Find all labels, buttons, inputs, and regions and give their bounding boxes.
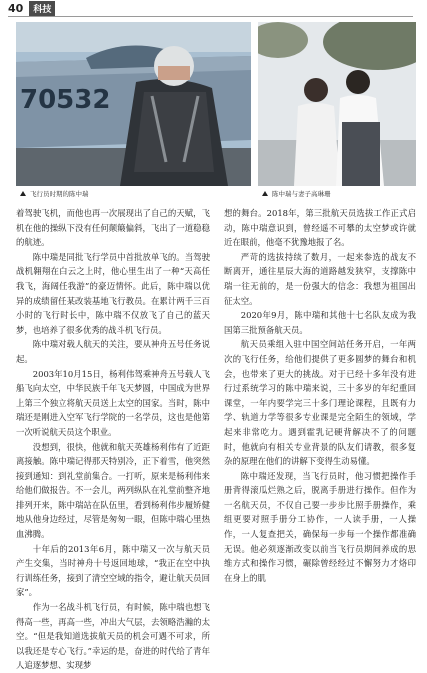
paragraph: 十年后的2013年6月，陈中瑞又一次与航天员产生交集，当时神舟十号返回地球，“我正在空中执行训练任务，接到了清空空域的指令，避让航天员回家”。 bbox=[16, 543, 210, 598]
couple-photo bbox=[258, 22, 416, 186]
paragraph: 着驾驶飞机，而他也再一次展现出了自己的天赋，飞机在他的操纵下没有任何颠簸偏斜，飞出了一道稳稳的航迹。 bbox=[16, 208, 210, 248]
pilot-photo-illustration bbox=[16, 22, 251, 186]
left-caption-text: 飞行员时期的陈中瑞 bbox=[30, 190, 89, 198]
article-column-right bbox=[224, 206, 416, 585]
right-caption-text: 陈中瑞与妻子高琳珊 bbox=[272, 190, 331, 198]
paragraph: 2003年10月15日，杨利伟驾乘神舟五号载人飞船飞向太空，中华民族千年飞天梦圆，中国成为世界上第三个独立将航天员送上太空的国家。当时，陈中瑞还是刚进入空军飞行学院的一名学员，这也是他第一次听说航天员这个职业。 bbox=[16, 368, 210, 437]
pilot-photo bbox=[16, 22, 251, 186]
couple-photo-illustration bbox=[258, 22, 416, 186]
article-column-left bbox=[16, 206, 210, 673]
paragraph: 想的舞台。2018年，第三批航天员选拔工作正式启动，陈中瑞意识到，曾经遥不可攀的太空梦或许就近在眼前，他毫不犹豫地报了名。 bbox=[224, 208, 416, 248]
page-header bbox=[0, 0, 427, 16]
paragraph: 作为一名战斗机飞行员，有时候，陈中瑞也想飞得高一些，再高一些，冲出大气层，去领略浩瀚的太空。“但是我知道选拔航天员的机会可遇不可求，所以我还是专心飞行。”幸运的是，奋进的时代给了青年人追逐梦想、实现梦 bbox=[16, 602, 210, 671]
triangle-icon bbox=[20, 191, 26, 196]
header-rule bbox=[8, 16, 413, 17]
paragraph: 陈中瑞对载人航天的关注，要从神舟五号任务说起。 bbox=[16, 339, 210, 364]
paragraph: 陈中瑞是同批飞行学员中首批放单飞的。当驾驶战机翱翔在白云之上时，他心里生出了一种“天高任我飞，海阔任我游”的豪迈情怀。此后，陈中瑞以优异的成绩留任某改装基地飞行教员。在累计两千三百小时的飞行时长中，陈中瑞不仅放飞了自己的蓝天梦，也培养了很多优秀的战斗机飞行员。 bbox=[16, 251, 210, 335]
page-number: 40 bbox=[8, 1, 24, 15]
paragraph: 航天员乘组入驻中国空间站任务开启，一年两次的飞行任务，给他们提供了更多圆梦的舞台和机会，也带来了更大的挑战。对于已经十多年没有进行过系统学习的陈中瑞来说，三十多岁的年纪重回课堂，一年内要学完三十多门理论课程，且既有力学、轨道力学等很多专业课是完全陌生的领域，学起来非常吃力。遇到霍乳记硬背解决不了的问题时，他就向有相关专业背景的队友们请教，很多复杂的原理在他们的讲解下变得生动易懂。 bbox=[224, 339, 416, 467]
triangle-icon bbox=[262, 191, 268, 196]
right-photo-caption bbox=[262, 189, 331, 198]
paragraph: 严苛的选拔持续了数月，一起来参选的战友不断离开，通往星辰大海的道路越发狭窄，支撑陈中瑞一往无前的，是一份强大的信念：我想为祖国出征太空。 bbox=[224, 251, 416, 306]
paragraph: 2020年9月，陈中瑞和其他十七名队友成为我国第三批预备航天员。 bbox=[224, 310, 416, 335]
left-photo-caption bbox=[20, 189, 89, 198]
section-tag: 科技 bbox=[29, 1, 55, 16]
paragraph: 没想到，很快，他就和航天英雄杨利伟有了近距离接触。陈中瑞记得那天特别冷，正下着雪，他突然接到通知：到礼堂前集合。一打听，原来是杨利伟来给他们做报告。不一会儿，两列纵队在礼堂前整齐地排列开来，陈中瑞站在队伍里，看到杨利伟步履矫健地从他身边经过，尽管是匆匆一眼，但陈中瑞心里热血沸腾。 bbox=[16, 441, 210, 540]
paragraph: 陈中瑞还发现，当飞行员时，他习惯把操作手册背得滚瓜烂熟之后，脱离手册进行操作。但作为一名航天员，不仅自己要一步步比照手册操作，乘组更要对照手册分工协作，一人读手册，一人操作，一人复查把关，确保每一步每一个操作都准确无误。他必须逐渐改变以前当飞行员期间养成的思维方式和操作习惯，碾除曾经经过不懈努力才烙印在身上的肌 bbox=[224, 470, 416, 583]
aircraft-tail-number: 70532 bbox=[20, 85, 111, 115]
